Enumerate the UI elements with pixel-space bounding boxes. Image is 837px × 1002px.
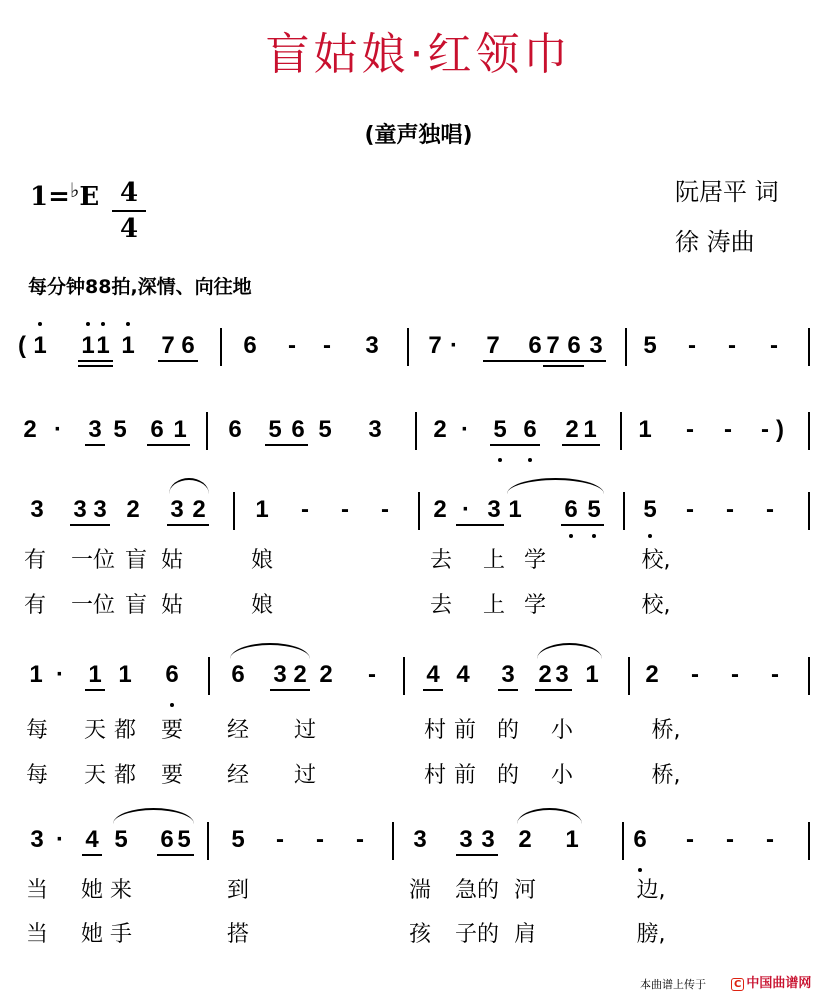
lyric-char: 手 xyxy=(109,922,133,947)
note: 5 xyxy=(177,826,191,853)
lyric-line xyxy=(0,713,837,753)
note: 2 xyxy=(293,661,307,688)
logo-mark-icon: C xyxy=(731,978,744,991)
beam-underline xyxy=(543,365,584,367)
lyric-char: 去 xyxy=(429,593,453,618)
bar-line xyxy=(808,412,810,450)
bar-line xyxy=(392,822,394,860)
note: 6 xyxy=(181,332,195,359)
note: 6 xyxy=(231,661,245,688)
note: - xyxy=(770,332,778,359)
octave-dot xyxy=(170,703,174,707)
note: - xyxy=(771,661,779,688)
note: 6 xyxy=(165,661,179,688)
beam-underline xyxy=(82,854,102,856)
lyric-char: 村 xyxy=(423,718,447,743)
beam-underline xyxy=(498,689,518,691)
note: - xyxy=(686,826,694,853)
note: 5 xyxy=(231,826,245,853)
note: 2 xyxy=(565,416,579,443)
note: 1 xyxy=(88,661,102,688)
note: 3 xyxy=(170,496,184,523)
note: 6 xyxy=(523,416,537,443)
lyric-char: 娘 xyxy=(250,548,274,573)
lyric-char: 搭 xyxy=(226,922,250,947)
lyric-char: 的 xyxy=(496,718,520,743)
site-logo xyxy=(731,972,811,991)
note: 1 xyxy=(33,332,47,359)
beam-underline xyxy=(456,524,504,526)
bar-line xyxy=(808,492,810,530)
beam-underline xyxy=(265,444,308,446)
note: - xyxy=(686,416,694,443)
note: - xyxy=(316,826,324,853)
lyric-char: 位 xyxy=(92,593,116,618)
lyric-line xyxy=(0,588,837,628)
lyric-char: 来 xyxy=(109,878,133,903)
lyric-char: 盲 xyxy=(124,593,148,618)
note: 6 xyxy=(160,826,174,853)
slur-arc xyxy=(517,808,582,824)
beam-underline xyxy=(85,689,105,691)
lyric-char: 桥, xyxy=(651,718,681,743)
note: 7 xyxy=(546,332,560,359)
slur-arc xyxy=(169,478,209,494)
note: - xyxy=(686,496,694,523)
lyric-char: 小 xyxy=(550,763,574,788)
note: 5 xyxy=(113,416,127,443)
bar-line xyxy=(207,822,209,860)
note: 5 xyxy=(643,332,657,359)
notation-row xyxy=(0,655,837,701)
note: - xyxy=(766,826,774,853)
meter-top: 4 xyxy=(112,176,146,212)
beam-underline xyxy=(456,854,498,856)
note: 5 xyxy=(587,496,601,523)
lyric-char: 子 xyxy=(454,922,478,947)
footer-note: 本曲谱上传于 xyxy=(640,978,706,991)
notation-row xyxy=(0,326,837,372)
page-title: 盲姑娘·红领巾 xyxy=(265,29,572,80)
composer-credit: 徐 涛曲 xyxy=(675,228,755,256)
lyric-char: 村 xyxy=(423,763,447,788)
note: - xyxy=(341,496,349,523)
lyric-char: 每 xyxy=(25,763,49,788)
beam-underline xyxy=(423,689,443,691)
lyric-char: 肩 xyxy=(513,922,537,947)
lyric-char: 孩 xyxy=(408,922,432,947)
lyric-char: 经 xyxy=(226,718,250,743)
beam-underline xyxy=(490,444,540,446)
lyric-char: 娘 xyxy=(250,593,274,618)
note: ) xyxy=(776,416,784,443)
note: - xyxy=(323,332,331,359)
note: - xyxy=(356,826,364,853)
note: 2 xyxy=(319,661,333,688)
key-note: E xyxy=(79,182,100,212)
note: 3 xyxy=(487,496,501,523)
note: - xyxy=(288,332,296,359)
note: · xyxy=(54,416,62,443)
note: 3 xyxy=(30,496,44,523)
note: 3 xyxy=(73,496,87,523)
lyric-char: 姑 xyxy=(160,593,184,618)
note: - xyxy=(368,661,376,688)
note: - xyxy=(731,661,739,688)
lyric-char: 桥, xyxy=(651,763,681,788)
notation-row xyxy=(0,410,837,456)
lyric-char: 当 xyxy=(25,878,49,903)
lyric-char: 的 xyxy=(496,763,520,788)
note: 2 xyxy=(518,826,532,853)
lyric-char: 要 xyxy=(160,763,184,788)
lyric-char: 天 xyxy=(83,718,107,743)
note: 6 xyxy=(243,332,257,359)
lyric-char: 都 xyxy=(113,718,137,743)
lyric-char: 过 xyxy=(293,763,317,788)
beam-underline xyxy=(562,444,600,446)
note: - xyxy=(728,332,736,359)
note: 6 xyxy=(633,826,647,853)
bar-line xyxy=(620,412,622,450)
beam-underline xyxy=(85,444,105,446)
bar-line xyxy=(808,822,810,860)
octave-dot xyxy=(648,534,652,538)
note: 1 xyxy=(585,661,599,688)
note: ( xyxy=(18,332,26,359)
lyric-char: 前 xyxy=(453,718,477,743)
note: · xyxy=(462,496,470,523)
note: 7 xyxy=(161,332,175,359)
note: 6 xyxy=(291,416,305,443)
note: 1 xyxy=(29,661,43,688)
note: 1 xyxy=(565,826,579,853)
note: 3 xyxy=(481,826,495,853)
lyric-char: 有 xyxy=(23,593,47,618)
lyric-char: 学 xyxy=(523,548,547,573)
lyric-char: 学 xyxy=(523,593,547,618)
note: - xyxy=(688,332,696,359)
octave-dot xyxy=(86,322,90,326)
note: 5 xyxy=(268,416,282,443)
note: 1 xyxy=(96,332,110,359)
lyric-char: 都 xyxy=(113,763,137,788)
slur-arc xyxy=(507,478,604,494)
bar-line xyxy=(628,657,630,695)
lyric-char: 有 xyxy=(23,548,47,573)
lyric-char: 盲 xyxy=(124,548,148,573)
note: 1 xyxy=(255,496,269,523)
note: 2 xyxy=(23,416,37,443)
note: 5 xyxy=(493,416,507,443)
note: 1 xyxy=(508,496,522,523)
lyric-char: 位 xyxy=(92,548,116,573)
note: 6 xyxy=(564,496,578,523)
note: 2 xyxy=(433,496,447,523)
beam-underline xyxy=(78,365,113,367)
beam-underline xyxy=(158,360,198,362)
bar-line xyxy=(415,412,417,450)
note: - xyxy=(726,496,734,523)
note: 1 xyxy=(638,416,652,443)
octave-dot xyxy=(38,322,42,326)
lyric-char: 她 xyxy=(80,922,104,947)
key-signature xyxy=(30,178,99,212)
beam-underline xyxy=(70,524,110,526)
note: 1 xyxy=(583,416,597,443)
note: 6 xyxy=(228,416,242,443)
slur-arc xyxy=(537,643,602,659)
note: · xyxy=(450,332,458,359)
note: - xyxy=(381,496,389,523)
note: - xyxy=(726,826,734,853)
octave-dot xyxy=(528,458,532,462)
bar-line xyxy=(220,328,222,366)
bar-line xyxy=(407,328,409,366)
lyric-char: 边, xyxy=(636,878,666,903)
lyric-char: 小 xyxy=(550,718,574,743)
lyric-char: 膀, xyxy=(636,922,666,947)
note: 3 xyxy=(589,332,603,359)
lyricist-credit: 阮居平 词 xyxy=(675,178,779,206)
note: 1 xyxy=(173,416,187,443)
note: 3 xyxy=(365,332,379,359)
octave-dot xyxy=(498,458,502,462)
lyric-line xyxy=(0,758,837,798)
lyric-char: 当 xyxy=(25,922,49,947)
bar-line xyxy=(625,328,627,366)
lyric-char: 每 xyxy=(25,718,49,743)
tempo-marking: 每分钟88拍,深情、向往地 xyxy=(28,276,252,298)
bar-line xyxy=(418,492,420,530)
note: 5 xyxy=(643,496,657,523)
note: 2 xyxy=(538,661,552,688)
note: 4 xyxy=(456,661,470,688)
note: - xyxy=(301,496,309,523)
lyric-char: 上 xyxy=(482,593,506,618)
flat-symbol: ♭ xyxy=(69,178,80,202)
slur-arc xyxy=(113,808,194,824)
note: 5 xyxy=(114,826,128,853)
note: 3 xyxy=(273,661,287,688)
note: 3 xyxy=(30,826,44,853)
octave-dot xyxy=(592,534,596,538)
note: 2 xyxy=(645,661,659,688)
lyric-char: 姑 xyxy=(160,548,184,573)
note: 6 xyxy=(528,332,542,359)
lyric-char: 湍 xyxy=(408,878,432,903)
lyric-char: 天 xyxy=(83,763,107,788)
beam-underline xyxy=(147,444,190,446)
note: 1 xyxy=(118,661,132,688)
note: - xyxy=(766,496,774,523)
note: · xyxy=(56,826,64,853)
note: 7 xyxy=(428,332,442,359)
note: 3 xyxy=(555,661,569,688)
beam-underline xyxy=(78,360,113,362)
note: 4 xyxy=(85,826,99,853)
lyric-char: 过 xyxy=(293,718,317,743)
note: 2 xyxy=(126,496,140,523)
octave-dot xyxy=(126,322,130,326)
beam-underline xyxy=(167,524,209,526)
lyric-char: 的 xyxy=(476,922,500,947)
note: - xyxy=(691,661,699,688)
note: 3 xyxy=(368,416,382,443)
lyric-char: 到 xyxy=(226,878,250,903)
slur-arc xyxy=(230,643,310,659)
note: · xyxy=(461,416,469,443)
time-signature xyxy=(112,176,146,246)
note: 3 xyxy=(459,826,473,853)
note: - xyxy=(276,826,284,853)
bar-line xyxy=(206,412,208,450)
note: - xyxy=(761,416,769,443)
site-name: 中国曲谱网 xyxy=(746,976,812,991)
lyric-char: 要 xyxy=(160,718,184,743)
lyric-char: 前 xyxy=(453,763,477,788)
note: - xyxy=(724,416,732,443)
note: 4 xyxy=(426,661,440,688)
lyric-line xyxy=(0,873,837,913)
bar-line xyxy=(808,328,810,366)
beam-underline xyxy=(157,854,194,856)
lyric-char: 的 xyxy=(476,878,500,903)
subtitle: (童声独唱) xyxy=(364,123,473,148)
lyric-char: 一 xyxy=(70,548,94,573)
lyric-char: 去 xyxy=(429,548,453,573)
note: 2 xyxy=(433,416,447,443)
key-prefix: 1= xyxy=(30,182,70,212)
bar-line xyxy=(622,822,624,860)
bar-line xyxy=(208,657,210,695)
lyric-char: 经 xyxy=(226,763,250,788)
note: 6 xyxy=(567,332,581,359)
beam-underline xyxy=(535,689,572,691)
beam-underline xyxy=(483,360,606,362)
bar-line xyxy=(403,657,405,695)
note: · xyxy=(56,661,64,688)
note: 6 xyxy=(150,416,164,443)
note: 3 xyxy=(413,826,427,853)
note: 7 xyxy=(486,332,500,359)
octave-dot xyxy=(101,322,105,326)
bar-line xyxy=(808,657,810,695)
octave-dot xyxy=(638,868,642,872)
bar-line xyxy=(233,492,235,530)
octave-dot xyxy=(569,534,573,538)
notation-row xyxy=(0,490,837,536)
note: 1 xyxy=(121,332,135,359)
note: 3 xyxy=(93,496,107,523)
lyric-char: 校, xyxy=(641,548,671,573)
lyric-char: 一 xyxy=(70,593,94,618)
lyric-char: 她 xyxy=(80,878,104,903)
note: 3 xyxy=(501,661,515,688)
lyric-char: 急 xyxy=(454,878,478,903)
note: 2 xyxy=(192,496,206,523)
notation-row xyxy=(0,820,837,866)
lyric-char: 校, xyxy=(641,593,671,618)
note: 1 xyxy=(81,332,95,359)
lyric-line xyxy=(0,917,837,957)
meter-bottom: 4 xyxy=(119,214,139,244)
note: 3 xyxy=(88,416,102,443)
bar-line xyxy=(623,492,625,530)
beam-underline xyxy=(561,524,604,526)
lyric-char: 河 xyxy=(513,878,537,903)
beam-underline xyxy=(270,689,310,691)
lyric-line xyxy=(0,543,837,583)
lyric-char: 上 xyxy=(482,548,506,573)
note: 5 xyxy=(318,416,332,443)
